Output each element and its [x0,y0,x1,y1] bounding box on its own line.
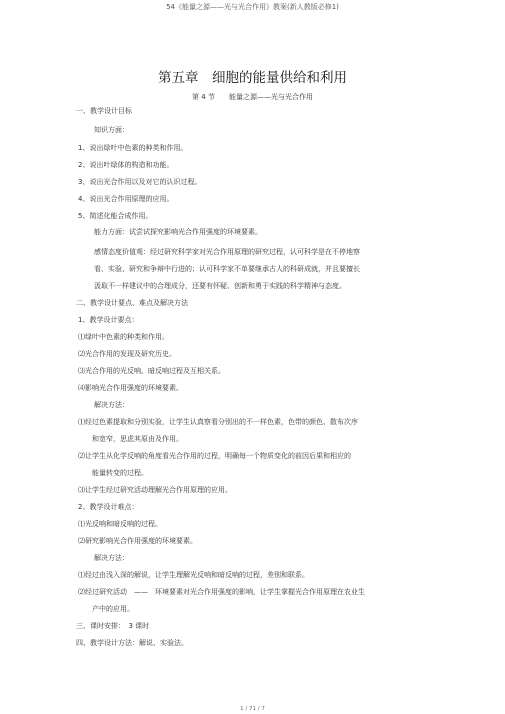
body-line: 能量转变的过程。 [92,469,148,477]
section-subtitle: 第 4 节 能量之源——光与光合作用 [192,93,313,101]
body-line: ⑷影响光合作用强度的环境要素。 [78,384,183,392]
body-line: 5、简述化能合成作用。 [78,212,153,220]
body-line: ⑴光反响和暗反响的过程。 [78,520,162,528]
page-number: 1 / 71 / 7 [240,706,265,712]
body-line: ⑵光合作用的发现及研究历史。 [78,350,176,358]
body-line: ⑴绿叶中色素的种类和作用。 [78,333,169,341]
body-line: 1、教学设计要点： [78,316,139,324]
body-line: ⑴经过由浅入深的解说，让学生理解光反响和暗反响的过程，差别和联系。 [78,571,309,579]
body-line: 汲取不一样建议中的合理成分，还要有怀疑、创新和勇于实践的科学精神与态度。 [94,282,346,290]
body-line: ⑵让学生从化学反响的角度看光合作用的过程，明确每一个物质变化的前因后果和相应的 [78,452,351,460]
body-line: 感情态度价值观：经过研究科学家对光合作用原理的研究过程，认可科学是在不停地察 [94,248,360,256]
body-line: ⑶让学生经过研究活动理解光合作用原理的应用。 [78,486,232,494]
chapter-title: 第五章 细胞的能量供给和利用 [158,70,347,86]
body-line: 解决方法： [94,554,129,562]
heading-objectives: 一、教学设计目标 [76,107,132,115]
heading-schedule: 三、课时安排： 3 课时 [76,622,150,630]
body-line: ⑴经过色素提取和分别实验，让学生认真察看分别出的不一样色素，色带的颜色、散布次序 [78,418,358,426]
body-line: ⑶光合作用的光反响、暗反响过程及互相关系。 [78,367,225,375]
body-line: 和宽窄，思虑其原由及作用。 [92,435,183,443]
body-line: 看、实验、研究和争辩中行进的；认可科学家不单要继承古人的科研成就，并且要擅长 [94,265,360,273]
document-header: 54《能量之源——光与光合作用》教案(新人教版必修1) [166,3,339,11]
body-line: 1、说出绿叶中色素的种类和作用。 [78,144,188,152]
body-line: 4、说出光合作用原理的应用。 [78,195,174,203]
body-line: 产中的应用。 [92,605,134,613]
body-line: 解决方法： [94,401,129,409]
body-line: 3、说出光合作用以及对它的认识过程。 [78,178,202,186]
body-line: 知识方面： [94,126,129,134]
body-line: 2、说出叶绿体的构造和功能。 [78,161,174,169]
body-line: ⑵研究影响光合作用强度的环境要素。 [78,537,197,545]
heading-key-points: 二、教学设计要点、难点及解决方法 [76,299,188,307]
body-line: 2、教学设计难点： [78,503,139,511]
body-line: ⑵经过研究活动 —— 环境要素对光合作用强度的影响，让学生掌握光合作用原理在农业生 [78,588,365,596]
body-line: 能力方面：试尝试探究影响光合作用强度的环境要素。 [94,228,262,236]
heading-methods: 四、教学设计方法：解说、实验法。 [76,639,188,647]
